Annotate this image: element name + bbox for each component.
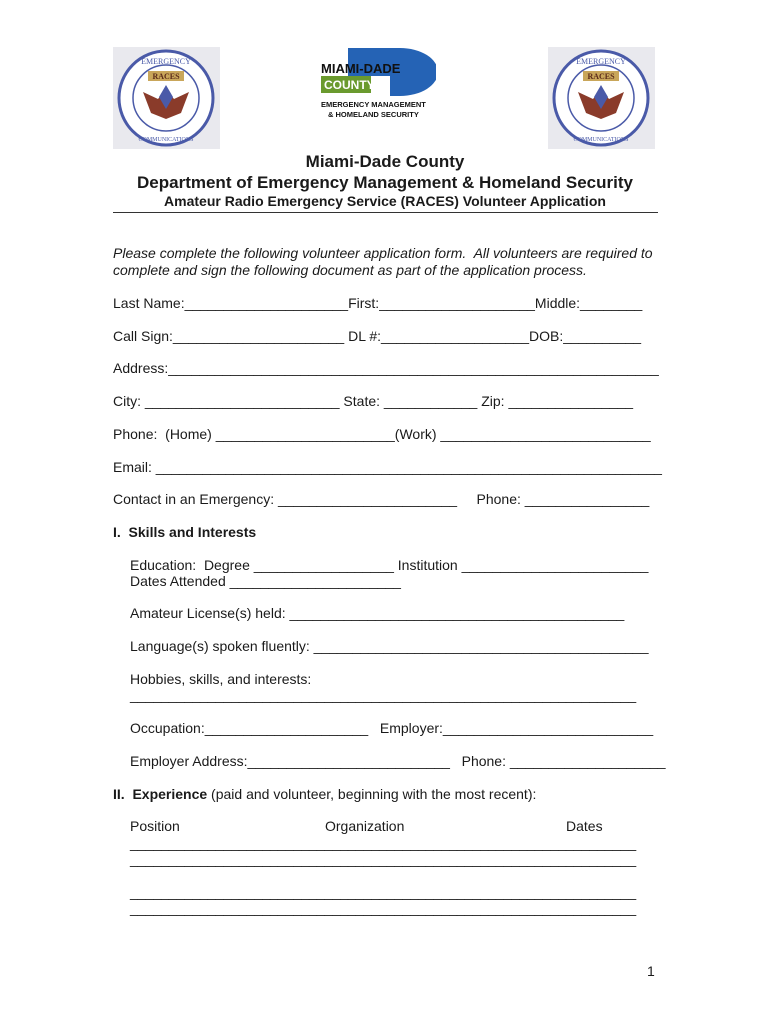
races-seal-icon	[113, 47, 220, 149]
col-dates-header: Dates	[566, 818, 603, 834]
logo-line4: & HOMELAND SECURITY	[328, 110, 419, 119]
header-divider	[113, 212, 658, 213]
dates-attended-field[interactable]: Dates Attended ______________________	[130, 573, 401, 589]
page-number: 1	[647, 963, 655, 979]
races-seal-icon	[548, 47, 655, 149]
languages-field[interactable]: Language(s) spoken fluently: ___________________________________________	[130, 638, 649, 654]
emergency-contact-field[interactable]: Contact in an Emergency: _______________________ Phone: ________________	[113, 491, 650, 507]
seal-middle-text: RACES	[152, 72, 180, 81]
experience-line[interactable]: _________________________________________________________________	[130, 835, 637, 851]
department-title: Department of Emergency Management & Homeland Security	[137, 173, 633, 192]
section-skills-heading: I. Skills and Interests	[113, 524, 257, 540]
seal-top-text: EMERGENCY	[141, 57, 191, 66]
county-title: Miami-Dade County	[305, 152, 465, 171]
name-field[interactable]: Last Name:_____________________First:____________________Middle:________	[113, 295, 643, 311]
phone-field[interactable]: Phone: (Home) _______________________(Work) ___________________________	[113, 426, 651, 442]
races-seal-left	[113, 47, 220, 149]
seal-bottom-text: COMMUNICATIONS	[573, 137, 629, 143]
seal-bottom-text: COMMUNICATIONS	[138, 137, 194, 143]
logo-line3: EMERGENCY MANAGEMENT	[321, 100, 426, 109]
section-experience-heading	[113, 786, 536, 802]
email-field[interactable]: Email: _________________________________________________________________	[113, 459, 662, 475]
miami-dade-logo	[318, 46, 436, 126]
employer-address-field[interactable]: Employer Address:__________________________ Phone: ____________________	[130, 753, 666, 769]
miami-dade-logo-icon	[318, 46, 436, 126]
col-organization-header: Organization	[325, 818, 405, 834]
seal-top-text: EMERGENCY	[576, 57, 626, 66]
seal-middle-text: RACES	[587, 72, 615, 81]
experience-line[interactable]: _________________________________________________________________	[130, 884, 637, 900]
city-state-zip-field[interactable]: City: _________________________ State: ____________ Zip: ________________	[113, 393, 634, 409]
callsign-field[interactable]: Call Sign:______________________ DL #:___________________DOB:__________	[113, 328, 642, 344]
experience-line[interactable]: _________________________________________________________________	[130, 851, 637, 867]
col-position-header: Position	[130, 818, 180, 834]
intro-line-2: complete and sign the following document as part of the application process.	[113, 262, 587, 278]
address-field[interactable]: Address:_______________________________________________________________	[113, 360, 659, 376]
section-experience-numeral: II.	[113, 786, 125, 802]
experience-line[interactable]: _________________________________________________________________	[130, 900, 637, 916]
form-subtitle: Amateur Radio Emergency Service (RACES) Volunteer Application	[164, 193, 606, 209]
education-field[interactable]: Education: Degree __________________ Institution ________________________	[130, 557, 649, 573]
logo-line2: COUNTY	[324, 78, 375, 92]
license-field[interactable]: Amateur License(s) held: ___________________________________________	[130, 605, 625, 621]
hobbies-label: Hobbies, skills, and interests:	[130, 671, 312, 687]
section-experience-title: Experience	[132, 786, 208, 802]
logo-line1: MIAMI-DADE	[321, 61, 401, 76]
intro-line-1: Please complete the following volunteer application form. All volunteers are required to	[113, 245, 653, 261]
races-seal-right	[548, 47, 655, 149]
hobbies-field[interactable]: _________________________________________________________________	[130, 687, 637, 703]
occupation-field[interactable]: Occupation:_____________________ Employer:___________________________	[130, 720, 654, 736]
section-experience-note: (paid and volunteer, beginning with the most recent):	[207, 786, 537, 802]
